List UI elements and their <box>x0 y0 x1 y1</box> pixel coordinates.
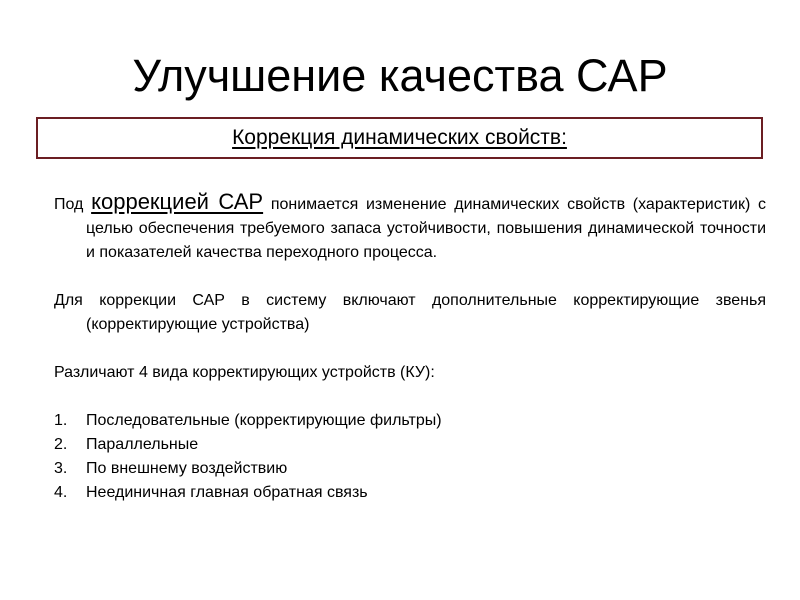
list-item-text: Параллельные <box>86 436 199 453</box>
list-item <box>54 409 766 433</box>
list-item-number: 2. <box>54 436 68 453</box>
correction-paragraph: Для коррекции САР в систему включают дополнительные корректирующие звенья (корректирующие устройства) <box>54 292 766 333</box>
list-item-text: По внешнему воздействию <box>86 460 288 477</box>
types-intro-paragraph: Различают 4 вида корректирующих устройств (КУ): <box>54 364 435 381</box>
list-item-text: Неединичная главная обратная связь <box>86 484 368 501</box>
definition-lead: Под <box>54 196 84 213</box>
definition-text: понимается изменение динамических свойств (характеристик) с целью обеспечения требуемого запаса устойчивости, повышения динамической точности и показателей качества переходного процесса. <box>86 196 766 261</box>
spacer <box>54 385 766 409</box>
slide-content <box>54 190 766 505</box>
list-item <box>54 433 766 457</box>
list-item-number: 1. <box>54 412 68 429</box>
slide-title: Улучшение качества САР <box>132 50 668 101</box>
list-item <box>54 457 766 481</box>
list-item-text: Последовательные (корректирующие фильтры) <box>86 412 442 429</box>
definition-term: коррекцией САР <box>91 189 264 214</box>
device-types-list <box>54 409 766 505</box>
spacer <box>54 265 766 289</box>
list-item-number: 3. <box>54 460 68 477</box>
spacer <box>54 337 766 361</box>
subtitle-text: Коррекция динамических свойств: <box>232 126 567 149</box>
list-item-number: 4. <box>54 484 68 501</box>
subtitle-box <box>36 117 763 159</box>
definition-paragraph <box>54 190 766 265</box>
list-item <box>54 481 766 505</box>
